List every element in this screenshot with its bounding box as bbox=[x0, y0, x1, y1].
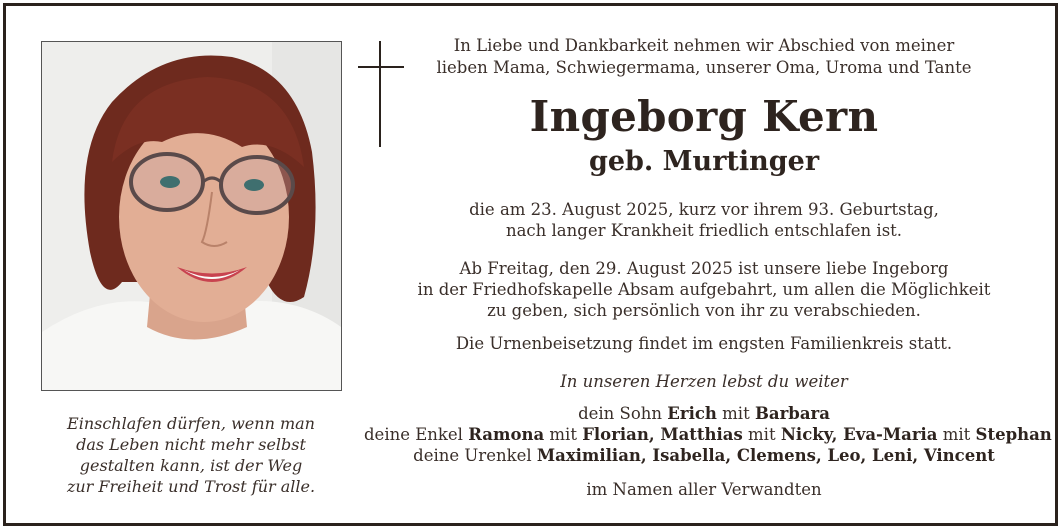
quote-line: das Leben nicht mehr selbst bbox=[76, 435, 306, 454]
portrait-illustration bbox=[42, 42, 341, 390]
family-name: Florian, Matthias bbox=[582, 425, 743, 444]
family-connector: mit bbox=[549, 425, 577, 444]
passing-line: nach langer Krankheit friedlich entschlafen ist. bbox=[505, 221, 903, 240]
family-prefix: deine Enkel bbox=[364, 425, 463, 444]
closing-line: im Namen aller Verwandten bbox=[586, 480, 822, 499]
obituary-frame bbox=[3, 3, 1058, 526]
family-name: Barbara bbox=[754, 404, 830, 423]
family-connector: mit bbox=[722, 404, 750, 423]
viewing-line: Ab Freitag, den 29. August 2025 ist unsere liebe Ingeborg bbox=[459, 259, 949, 278]
family-great-grandchildren bbox=[364, 446, 1044, 465]
family-prefix: dein Sohn bbox=[578, 404, 663, 423]
family-prefix: deine Urenkel bbox=[413, 446, 532, 465]
maiden-name: geb. Murtinger bbox=[588, 146, 820, 177]
quote-line: gestalten kann, ist der Weg bbox=[79, 456, 303, 475]
family-name: Maximilian, Isabella, Clemens, Leo, Leni, Vincent bbox=[536, 446, 995, 465]
portrait-photo bbox=[41, 41, 342, 391]
family-connector: mit bbox=[748, 425, 776, 444]
viewing-line: in der Friedhofskapelle Absam aufgebahrt, um allen die Möglichkeit bbox=[417, 280, 991, 299]
deceased-name: Ingeborg Kern bbox=[529, 92, 879, 141]
closing-quote bbox=[36, 413, 346, 497]
passing-line: die am 23. August 2025, kurz vor ihrem 93. Geburtstag, bbox=[469, 200, 939, 219]
quote-line: Einschlafen dürfen, wenn man bbox=[67, 414, 315, 433]
family-name: Stephan bbox=[975, 425, 1052, 444]
family-son bbox=[364, 404, 1044, 423]
intro-line: In Liebe und Dankbarkeit nehmen wir Abschied von meiner bbox=[453, 36, 955, 55]
family-name: Ramona bbox=[468, 425, 545, 444]
family-grandchildren bbox=[364, 425, 1052, 444]
family-name: Erich bbox=[667, 404, 717, 423]
viewing-line: zu geben, sich persönlich von ihr zu verabschieden. bbox=[487, 301, 921, 320]
family-name: Nicky, Eva-Maria bbox=[780, 425, 938, 444]
quote-line: zur Freiheit und Trost für alle. bbox=[66, 477, 316, 496]
motto: In unseren Herzen lebst du weiter bbox=[560, 372, 848, 391]
family-connector: mit bbox=[942, 425, 971, 444]
intro-line: lieben Mama, Schwiegermama, unserer Oma, Uroma und Tante bbox=[436, 58, 972, 77]
burial-line: Die Urnenbeisetzung findet im engsten Familienkreis statt. bbox=[455, 334, 953, 353]
